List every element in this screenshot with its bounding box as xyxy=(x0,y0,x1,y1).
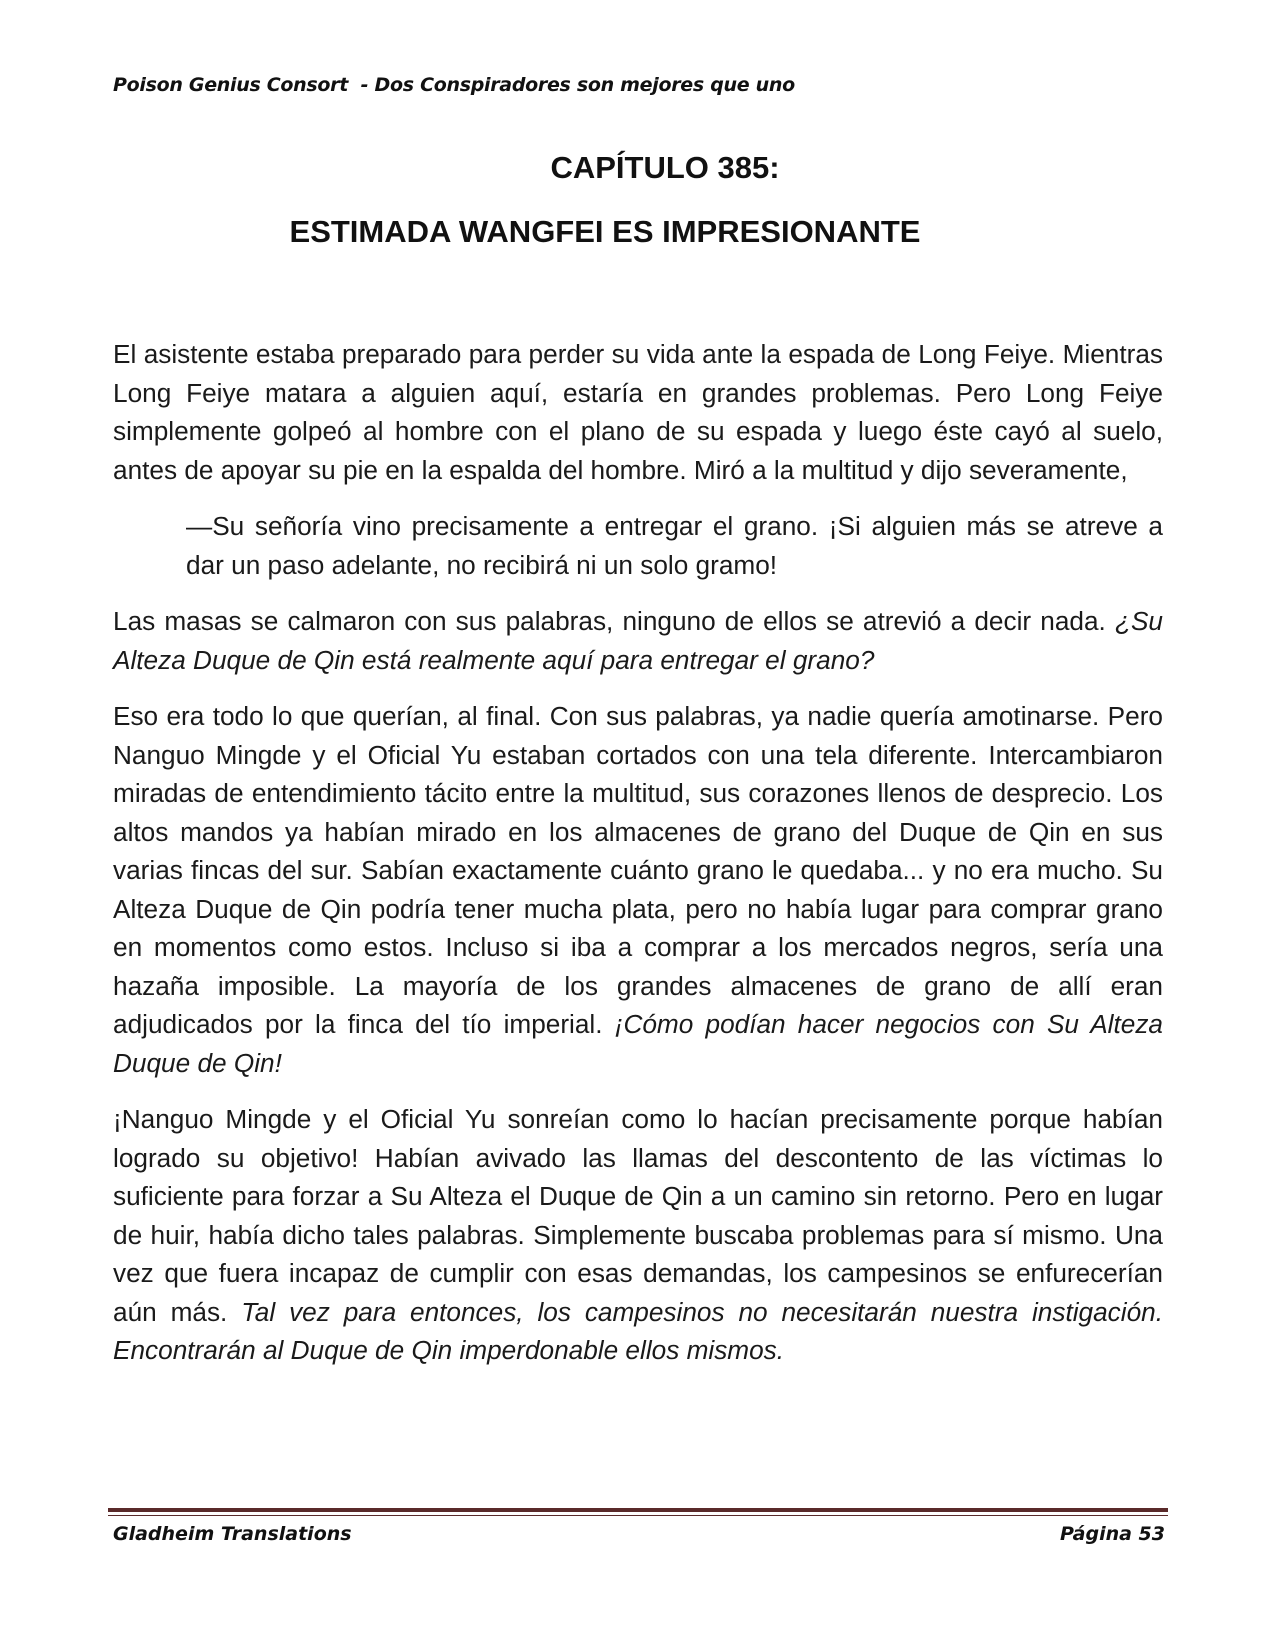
footer-divider xyxy=(108,1508,1168,1512)
paragraph-5 xyxy=(113,1100,1163,1370)
dialogue-paragraph: —Su señoría vino precisamente a entregar el grano. ¡Si alguien más se atreve a dar un paso adelante, no recibirá ni un solo gramo! xyxy=(186,511,1163,580)
paragraph-3-thought: ¿Su Alteza Duque de Qin está realmente aquí para entregar el grano? xyxy=(113,606,1163,675)
paragraph-4-text: Eso era todo lo que querían, al final. Con sus palabras, ya nadie quería amotinarse. Pero Nanguo Mingde y el Oficial Yu estaban cortados con una tela diferente. Intercambiaron miradas de entendimiento tácito entre la multitud, sus corazones llenos de desprecio. Los altos mandos ya habían mirado en los almacenes de grano del Duque de Qin en sus varias fincas del sur. Sabían exactamente cuánto grano le quedaba... y no era mucho. Su Alteza Duque de Qin podría tener mucha plata, pero no había lugar para comprar grano en momentos como estos. Incluso si iba a comprar a los mercados negros, sería una hazaña imposible. La mayoría de los grandes almacenes de grano de allí eran adjudicados por la finca del tío imperial. xyxy=(113,701,1163,1039)
paragraph-4-thought: ¡Cómo podían hacer negocios con Su Alteza Duque de Qin! xyxy=(113,1009,1163,1078)
page-number: Página 53 xyxy=(1059,1523,1165,1545)
footer-publisher: Gladheim Translations xyxy=(113,1523,352,1545)
paragraph-5-text: ¡Nanguo Mingde y el Oficial Yu sonreían como lo hacían precisamente porque habían logrado su objetivo! Habían avivado las llamas del descontento de las víctimas lo suficiente para forzar a Su Alteza el Duque de Qin a un camino sin retorno. Pero en lugar de huir, había dicho tales palabras. Simplemente buscaba problemas para sí mismo. Una vez que fuera incapaz de cumplir con esas demandas, los campesinos se enfurecerían aún más. xyxy=(113,1104,1163,1327)
paragraph-5-thought: Tal vez para entonces, los campesinos no necesitarán nuestra instigación. Encontrarán al Duque de Qin imperdonable ellos mismos. xyxy=(113,1296,1163,1365)
chapter-body xyxy=(113,335,1163,1388)
paragraph-4 xyxy=(113,697,1163,1082)
running-header: Poison Genius Consort - Dos Conspiradores son mejores que uno xyxy=(113,74,795,96)
paragraph-3 xyxy=(113,602,1163,679)
footer-divider-thin xyxy=(108,1515,1168,1516)
paragraph-3-text: Las masas se calmaron con sus palabras, ninguno de ellos se atrevió a decir nada. xyxy=(113,606,1115,636)
chapter-title: ESTIMADA WANGFEI ES IMPRESIONANTE xyxy=(289,214,921,249)
chapter-number: CAPÍTULO 385: xyxy=(550,150,780,185)
paragraph-1: El asistente estaba preparado para perder su vida ante la espada de Long Feiye. Mientras Long Feiye matara a alguien aquí, estaría en grandes problemas. Pero Long Feiye simplemente golpeó al hombre con el plano de su espada y luego éste cayó al suelo, antes de apoyar su pie en la espalda del hombre. Miró a la multitud y dijo severamente, xyxy=(113,339,1163,485)
